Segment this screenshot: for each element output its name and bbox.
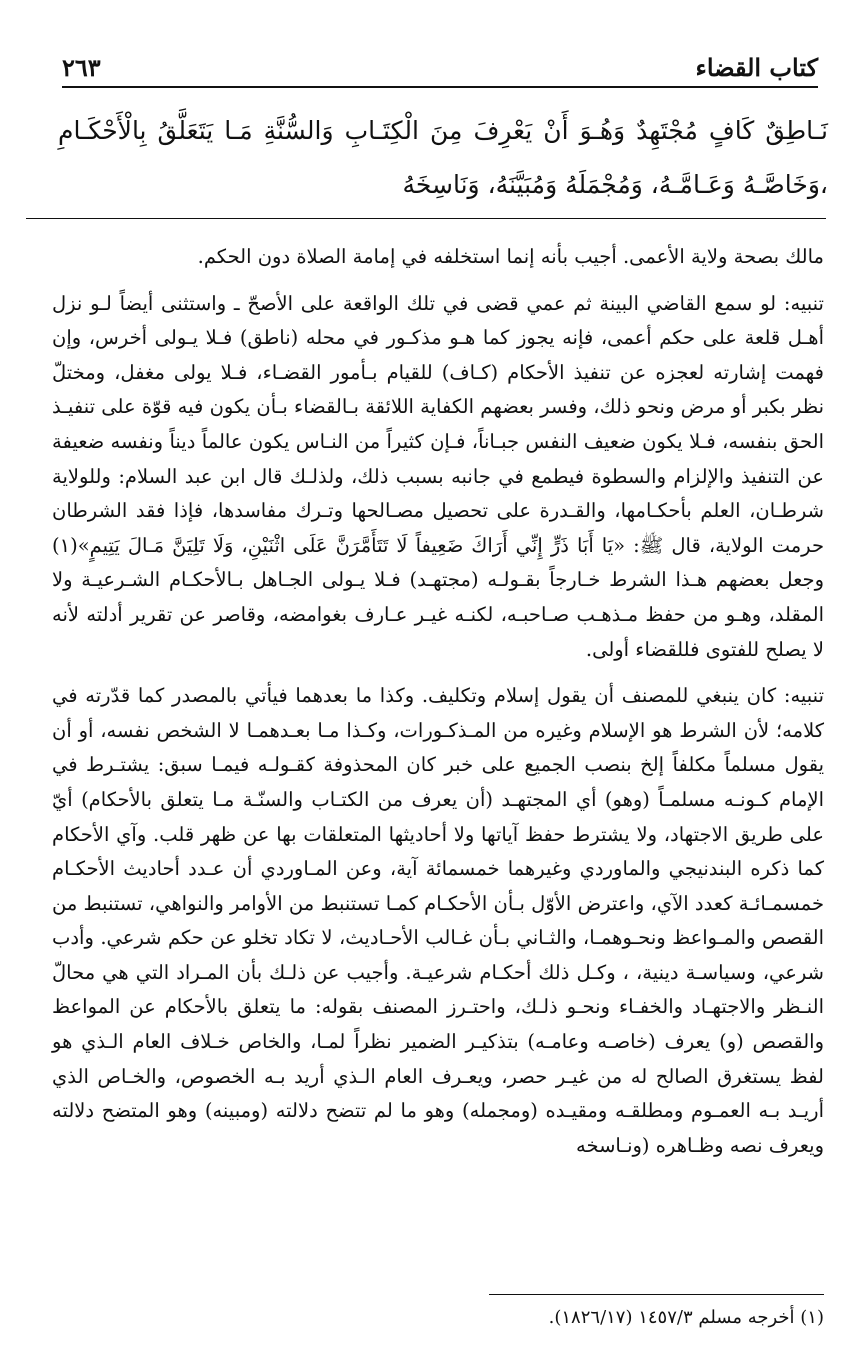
matn-separator [26, 218, 826, 219]
page-header [62, 44, 818, 88]
matn-text: نَـاطِقٌ كَافٍ مُجْتَهِدٌ وَهُـوَ أَنْ يَعْرِفَ مِنَ الْكِتَـابِ وَالسُّنَّةِ مَـا يَتَعَلَّقُ بِالْأَحْكَـامِ ،وَخَاصَّـهُ وَعَـامَّـهُ، وَمُجْمَلَهُ وَمُبَيَّنَهُ، وَنَاسِخَهُ [58, 116, 828, 199]
running-title: كتاب القضاء [695, 53, 818, 82]
footnote-separator [489, 1294, 824, 1295]
page-number: ٢٦٣ [62, 53, 101, 82]
footnote: (١) أخرجه مسلم ١٤٥٧/٣ (١٨٢٦/١٧). [548, 1307, 824, 1328]
paragraph-3: تنبيه: كان ينبغي للمصنف أن يقول إسلام وتكليف. وكذا ما بعدهما فيأتي بالمصدر كما قدّرته في كلامه؛ لأن الشرط هو الإسلام وغيره من المـذكـورات، وكـذا مـا بعـدهمـا لا الشخص نفسه، أو أن يقول مسلماً مكلفاً إلخ بنصب الجميع على خبر كان المحذوفة كقـولـه فيمـا سبق: يشتـرط في الإمام كـونـه مسلمـاً (وهو) أي المجتهـد (أن يعرف من الكتـاب والسنّـة مـا يتعلق بالأحكام) أيّ على طريق الاجتهاد، ولا يشترط حفظ آياتها ولا أحاديثها المتعلقات بها عن ظهر قلب. وآي الأحكام كما ذكره البندنيجي والماوردي وغيرهما خمسمائة آية، وعن المـاوردي أن عـدد أحاديث الأحكـام خمسمـائـة كعدد الآي، واعترض الأوّل بـأن الأحكـام كمـا تستنبط من الأوامر والنواهي، تستنبط من القصص والمـواعظ ونحـوهمـا، والثـاني بـأن غـالب الأحـاديث، لا تكاد تخلو عن حكم شرعي. وأدب شرعي، وسياسـة دينية، ، وكـل ذلك أحكـام شرعيـة. وأجيب عن ذلـك بأن المـراد التي هي محالّ النـظر والاجتهـاد والخفـاء ونحـو ذلـك، واحتـرز المصنف بقوله: ما يتعلق بالأحكام عن المواعظ والقصص (و) يعرف (خاصـه وعامـه) بتذكيـر الضمير نظراً لمـا، والخاص خـلاف العام الـذي هو لفظ يستغرق الصالح له من غيـر حصر، ويعـرف العام الـذي أريد بـه الخصوص، والخـاص الذي أريـد بـه العمـوم ومطلقـه ومقيـده (ومجمله) وهو ما لم تتضح دلالته (ومبينه) وهو المتضح دلالته ويعرف نصه وظـاهره (ونـاسخه [52, 684, 824, 1157]
paragraph-2: تنبيه: لو سمع القاضي البينة ثم عمي قضى في تلك الواقعة على الأصحّ ـ واستثنى أيضاً لـو نزل أهـل قلعة على حكم أعمى، فإنه يجوز كما هـو مذكـور في محله (ناطق) فـلا يـولى أخرس، وإن فهمت إشارته لعجزه عن تنفيذ الأحكام (كـاف) للقيام بـأمور القضـاء، فـلا يولى مغفل، ومختلّ نظر بكبر أو مرض ونحو ذلك، وفسر بعضهم الكفاية اللائقة بـالقضاء بـأن يكون فيه قوّة على تنفيـذ الحق بنفسه، فـلا يكون ضعيف النفس جبـاناً، فـإن كثيراً من النـاس يكون عالماً ديناً ونفسه ضعيفة عن التنفيذ والإلزام والسطوة فيطمع في جانبه بسبب ذلك، ولذلـك قال ابن عبد السلام: وللولاية شرطـان، العلم بأحكـامها، والقـدرة على تحصيل مصـالحها وتـرك مفاسدها، فإذا فقد الشرطان حرمت الولاية، قال ﷺ: «يَا أَبَا ذَرٍّ إِنِّي أَرَاكَ ضَعِيفاً لَا تَتَأَمَّرَنَّ عَلَى اثْنَيْنِ، وَلَا تَلِيَنَّ مَـالَ يَتِيمٍ»(١) وجعل بعضهم هـذا الشرط خـارجاً بقـولـه (مجتهـد) فـلا يـولى الجـاهل بـالأحكـام الشـرعيـة ولا المقلد، وهـو من حفظ مـذهـب صـاحبـه، لكنـه غيـر عـارف بغوامضه، وقاصر عن تقرير أدلته لأنه لا يصلح للفتوى فللقضاء أولى. [52, 291, 824, 661]
commentary-body [52, 240, 824, 1163]
paragraph-1: مالك بصحة ولاية الأعمى. أجيب بأنه إنما استخلفه في إمامة الصلاة دون الحكم. [197, 245, 824, 268]
